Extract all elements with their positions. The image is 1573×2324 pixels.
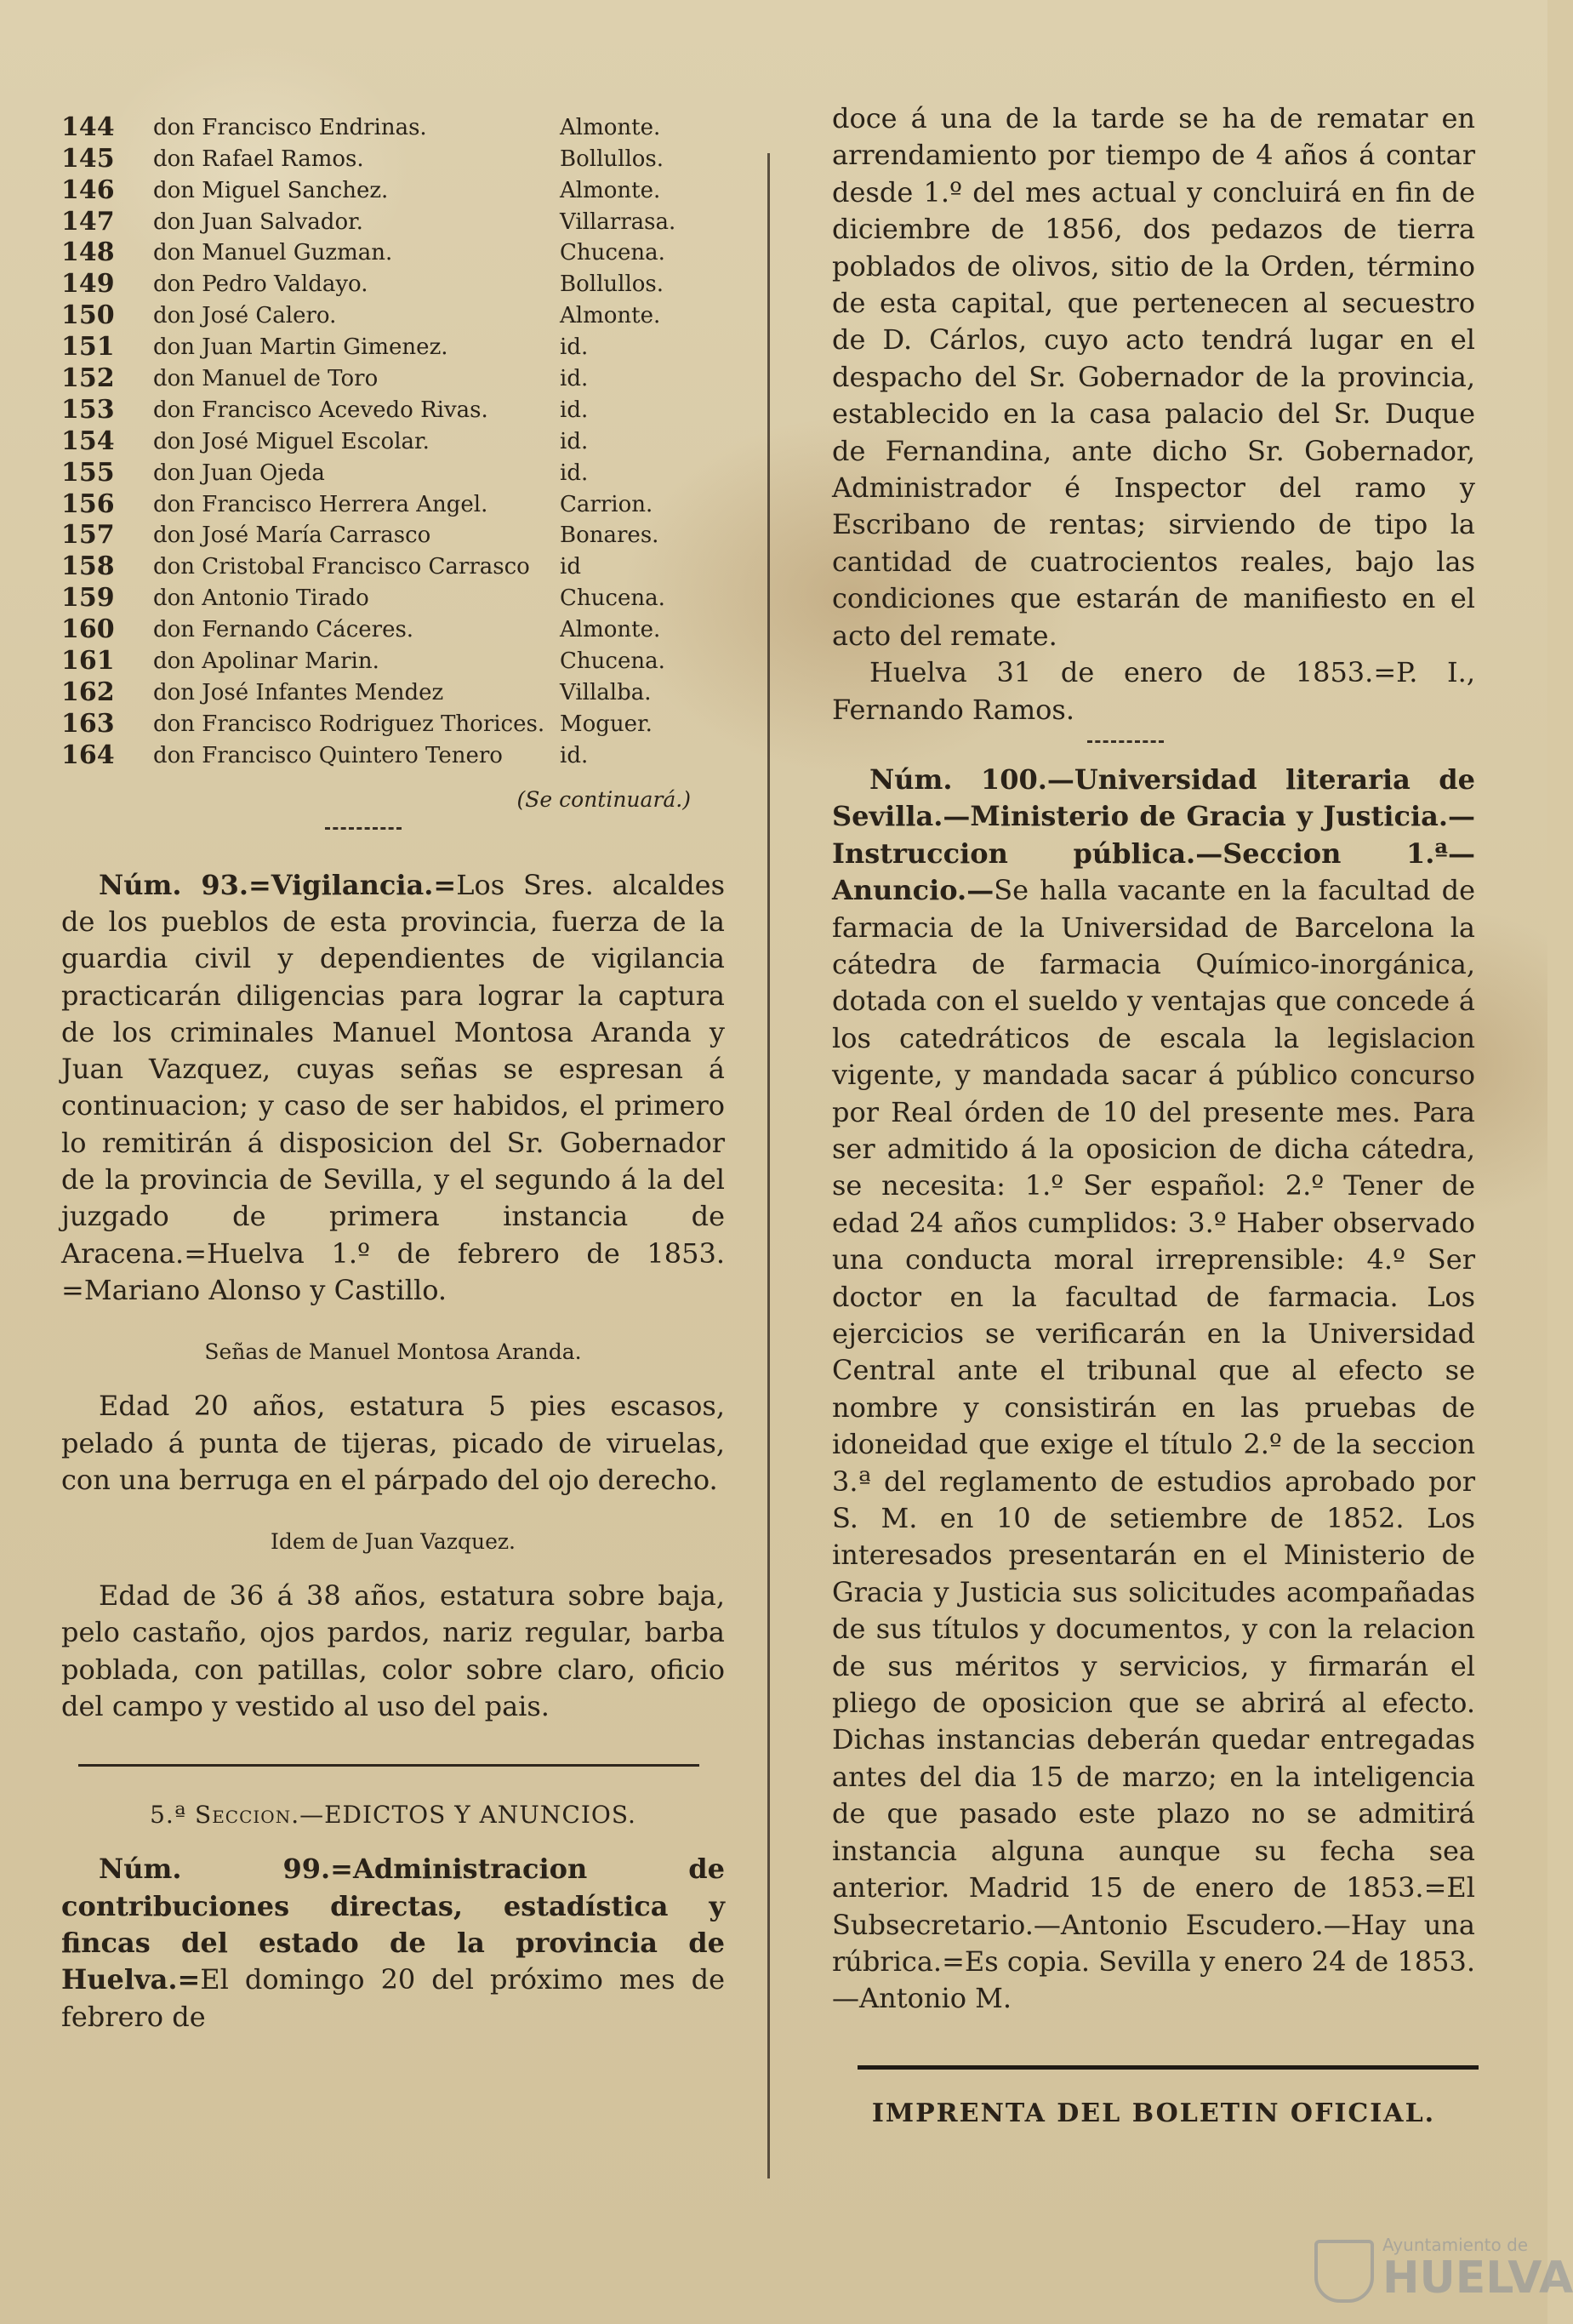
roster-town: Carrion. <box>560 491 653 517</box>
roster-num: 158 <box>61 551 115 582</box>
printer-imprint: IMPRENTA DEL BOLETIN OFICIAL. <box>871 2098 1436 2128</box>
watermark-small-text: Ayuntamiento de <box>1382 2235 1529 2255</box>
roster-name: don Francisco Herrera Angel. <box>153 491 488 517</box>
roster-name: don José María Carrasco <box>153 522 431 549</box>
roster-town: id. <box>560 742 589 768</box>
roster-num: 148 <box>61 237 115 268</box>
roster-town: id. <box>560 366 589 392</box>
roster-town: id. <box>560 334 589 361</box>
roster-town: Almonte. <box>560 617 661 643</box>
roster-town: Bollullos. <box>560 146 664 172</box>
roster-name: don José Infantes Mendez <box>153 679 444 705</box>
list-item <box>61 548 725 580</box>
notice-93-body: Los Sres. alcaldes de los pueblos de esta provincia, fuerza de la guardia civil y dependientes de vigilancia practicarán diligencias para lograr la captura de los criminales Manuel Montosa Aranda y Juan Vazquez, cuyas señas se espresan á continuacion; y caso de ser habidos, el primero lo remitirán á disposicion del Sr. Gobernador de la provincia de Sevilla, y el segundo á la del juzgado de primera instancia de Aracena.=Huelva 1.º de febrero de 1853. =Mariano Alonso y Castillo. <box>61 868 726 1306</box>
roster-num: 156 <box>61 488 115 519</box>
roster-num: 153 <box>61 394 115 425</box>
right-column <box>832 100 1475 2128</box>
list-item <box>61 580 725 614</box>
list-item <box>61 705 725 737</box>
list-item <box>61 203 725 235</box>
roster-name: don Apolinar Marin. <box>153 648 379 675</box>
roster-town: Chucena. <box>560 240 665 266</box>
roster-name: don Francisco Acevedo Rivas. <box>153 397 488 423</box>
roster-num: 162 <box>61 677 115 707</box>
roster-town: id. <box>560 460 589 486</box>
separator-rule <box>1087 740 1164 743</box>
description-2: Edad de 36 á 38 años, estatura sobre baja, pelo castaño, ojos pardos, nariz regular, barba poblada, con patillas, color sobre claro, oficio del campo y vestido al uso del pais. <box>61 1579 725 1723</box>
list-item <box>61 642 725 677</box>
list-item <box>61 328 725 363</box>
section-rule <box>78 1764 699 1767</box>
list-item <box>61 297 725 331</box>
roster-town: Moguer. <box>560 711 653 737</box>
description-1: Edad 20 años, estatura 5 pies escasos, pelado á punta de tijeras, picado de viruelas, con una berruga en el párpado del ojo derecho. <box>61 1390 725 1496</box>
name-list <box>61 109 725 768</box>
roster-town: Chucena. <box>560 648 665 675</box>
section-heading <box>61 1801 725 1829</box>
list-item <box>61 454 725 486</box>
roster-name: don Rafael Ramos. <box>153 146 364 172</box>
separator-rule <box>325 827 402 830</box>
list-item <box>61 737 725 768</box>
roster-town: id. <box>560 397 589 423</box>
roster-num: 159 <box>61 583 115 614</box>
description-caption-2: Idem de Juan Vazquez. <box>270 1529 516 1555</box>
list-item <box>61 140 725 172</box>
roster-name: don Fernando Cáceres. <box>153 617 414 643</box>
roster-num: 155 <box>61 457 115 488</box>
roster-name: don Manuel de Toro <box>153 366 379 392</box>
roster-town: Almonte. <box>560 303 661 329</box>
roster-name: don José Miguel Escolar. <box>153 428 430 454</box>
roster-name: don Francisco Endrinas. <box>153 114 427 140</box>
roster-town: Almonte. <box>560 177 661 203</box>
roster-num: 160 <box>61 614 115 645</box>
continuation-note: (Se continuará.) <box>516 786 691 812</box>
notice-93-lead: Núm. 93.=Vigilancia.= <box>99 868 457 901</box>
description-caption-1: Señas de Manuel Montosa Aranda. <box>204 1339 582 1365</box>
list-item <box>61 517 725 549</box>
roster-num: 152 <box>61 363 115 394</box>
notice-99-start <box>61 1851 725 2035</box>
roster-name: don Miguel Sanchez. <box>153 177 389 203</box>
roster-name: don Francisco Rodriguez Thorices. <box>153 711 545 737</box>
roster-name: don Antonio Tirado <box>153 585 369 612</box>
archive-watermark <box>1314 2235 1573 2304</box>
list-item <box>61 486 725 517</box>
roster-num: 144 <box>61 111 115 142</box>
section-number: 5.ª <box>150 1801 187 1830</box>
roster-num: 147 <box>61 206 115 237</box>
roster-num: 145 <box>61 143 115 174</box>
notice-100-body: Se halla vacante en la facultad de farmacia de la Universidad de Barcelona la cátedra de farmacia Químico-inorgánica, dotada con el sueldo y ventajas que concede á los catedráticos de escala la legislacion vigente, y mandada sacar á público concurso por Real órden de 10 del presente mes. Para ser admitido á la oposicion de dicha cátedra, se necesita: 1.º Ser español: 2.º Tener de edad 24 años cumplidos: 3.º Haber observado una conducta moral irreprensible: 4.º Ser doctor en la facultad de farmacia. Los ejercicios se verificarán en la Universidad Central ante el tribunal que al efecto se nombre y consistirán en las pruebas de idoneidad que exige el título 2.º de la seccion 3.ª del reglamento de estudios aprobado por S. M. en 10 de setiembre de 1852. Los interesados presentarán en el Ministerio de Gracia y Justicia sus solicitudes acompañadas de sus títulos y documentos, y con la relacion de sus méritos y servicios, y firmarán el pliego de oposicion que se abrirá al efecto. Dichas instancias deberán quedar entregadas antes del dia 15 de marzo; en la inteligencia de que pasado este plazo no se admitirá instancia alguna aunque su fecha sea anterior. Madrid 15 de enero de 1853.=El Subsecretario.—Antonio Escudero.—Hay una rúbrica.=Es copia. Sevilla y enero 24 de 1853.—Antonio M. <box>832 874 1475 2015</box>
watermark-big-text: HUELVA <box>1382 2253 1573 2304</box>
list-item <box>61 172 725 203</box>
list-item <box>61 266 725 300</box>
notice-99-signature: Huelva 31 de enero de 1853.=P. I., Fernando Ramos. <box>832 656 1475 726</box>
roster-name: don Juan Ojeda <box>153 460 325 486</box>
roster-town: Bonares. <box>560 522 659 549</box>
roster-name: don Cristobal Francisco Carrasco <box>153 554 530 580</box>
notice-99-body-left: El domingo 20 del próximo mes de febrero de <box>61 1963 725 2033</box>
notice-93 <box>61 867 725 1310</box>
list-item <box>61 235 725 266</box>
list-item <box>61 360 725 394</box>
crest-icon <box>1314 2240 1374 2303</box>
notice-99-lead: Núm. 99.=Administracion de contribuciones directas, estadística y fincas del estado de la provincia de Huelva.= <box>61 1853 725 1996</box>
roster-town: Bollullos. <box>560 271 664 298</box>
roster-num: 150 <box>61 300 115 331</box>
column-divider <box>767 153 770 2178</box>
roster-name: don Manuel Guzman. <box>153 240 393 266</box>
section-title: —EDICTOS Y ANUNCIOS. <box>299 1801 636 1830</box>
roster-num: 151 <box>61 332 115 363</box>
list-item <box>61 423 725 454</box>
roster-num: 161 <box>61 646 115 677</box>
roster-num: 154 <box>61 425 115 456</box>
roster-num: 163 <box>61 708 115 739</box>
roster-town: id <box>560 554 581 580</box>
roster-name: don Juan Martin Gimenez. <box>153 334 448 361</box>
roster-town: id. <box>560 428 589 454</box>
roster-name: don Juan Salvador. <box>153 208 363 235</box>
list-item <box>61 109 725 140</box>
roster-name: don José Calero. <box>153 303 337 329</box>
closing-rule <box>858 2065 1479 2070</box>
roster-town: Villalba. <box>560 679 652 705</box>
left-column <box>61 109 725 2036</box>
list-item <box>61 391 725 423</box>
roster-num: 146 <box>61 174 115 205</box>
roster-num: 164 <box>61 739 115 770</box>
list-item <box>61 674 725 705</box>
roster-town: Almonte. <box>560 114 661 140</box>
roster-num: 149 <box>61 269 115 300</box>
roster-name: don Francisco Quintero Tenero <box>153 742 503 768</box>
notice-100-lead: Núm. 100.—Universidad literaria de Sevilla.—Ministerio de Gracia y Justicia.—Instruccion pública.—Seccion 1.ª—Anuncio.— <box>832 762 1475 907</box>
roster-town: Chucena. <box>560 585 665 612</box>
roster-num: 157 <box>61 520 115 551</box>
notice-100 <box>832 762 1475 2018</box>
roster-name: don Pedro Valdayo. <box>153 271 368 298</box>
section-label: Seccion. <box>195 1801 300 1830</box>
roster-town: Villarrasa. <box>560 208 676 235</box>
list-item <box>61 611 725 645</box>
notice-99-continued: doce á una de la tarde se ha de rematar en arrendamiento por tiempo de 4 años á contar desde 1.º del mes actual y concluirá en fin de diciembre de 1856, dos pedazos de tierra poblados de olivos, sitio de la Orden, término de esta capital, que pertenecen al secuestro de D. Cárlos, cuyo acto tendrá lugar en el despacho del Sr. Gobernador de la provincia, establecido en la casa palacio del Sr. Duque de Fernandina, ante dicho Sr. Gobernador, Administrador é Inspector del ramo y Escribano de rentas; sirviendo de tipo la cantidad de cuatrocientos reales, bajo las condiciones que estarán de manifiesto en el acto del remate. <box>832 102 1475 652</box>
